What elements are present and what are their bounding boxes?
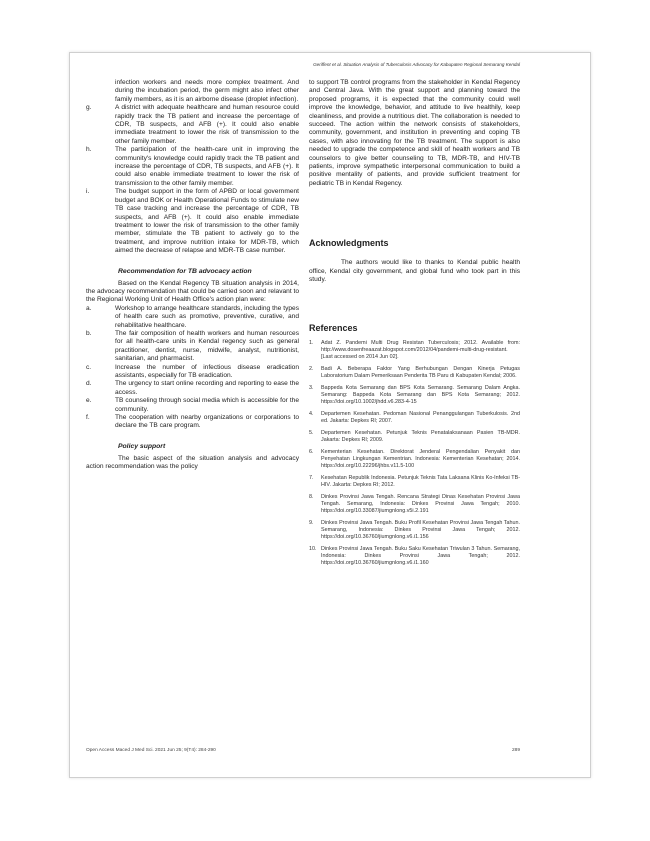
reference-number: 9.	[309, 519, 314, 526]
reference-number: 10.	[309, 545, 317, 552]
footer-journal: Open Access Maced J Med Sci. 2021 Jun 25; 9(T4): 284-290	[86, 748, 216, 753]
list-item-text: TB counseling through social media which is accessible for the community.	[115, 397, 299, 413]
list-item-text: The cooperation with nearby organizations or corporations to declare the TB care program.	[115, 414, 299, 430]
acknowledgments-text: The authors would like to thanks to Kendal public health office, Kendal city government, and global fund who took part in this study.	[309, 259, 520, 284]
reference-text: Adat Z. Pandemi Multi Drug Resistan Tuberculosis; 2012. Available from: http://www.dosenfreaazat.blogspot.com/2012/04/pandemi-multi-drug-resistant. [Last accessed on 2014 Jun 02].	[321, 339, 520, 360]
reference-text: Dinkes Provinsi Jawa Tengah. Buku Profil Kesehatan Provinsi Jawa Tengah Tahun. Semarang, Indonesia: Dinkes Provinsi Jawa Tengah; 2012. https://doi.org/10.36760/jiumgnlong.v6.i1.156	[321, 519, 520, 540]
reference-item	[309, 411, 520, 425]
list-marker: b.	[86, 329, 92, 337]
list-item-text: A district with adequate healthcare and human resource could rapidly track the TB patient and increase the percentage of CDR, TB suspects, and AFB (+). It could also enable immediate treatment to lower the risk of transmission to the other family member.	[115, 104, 299, 145]
reference-number: 2.	[309, 365, 314, 372]
references-list	[309, 340, 520, 567]
list-item-text: Increase the number of infectious disease eradication assistants, especially for TB eradication.	[115, 363, 299, 379]
recommendation-list-1	[86, 104, 299, 255]
continued-item-text: infection workers and needs more complex treatment. And during the incubation period, the germ might also infect other family members, as it is an airborne disease (droplet infection).	[115, 79, 299, 103]
footer-page-number: 289	[511, 748, 520, 753]
list-marker: a.	[86, 304, 92, 312]
list-marker: d.	[86, 380, 92, 388]
reference-item	[309, 385, 520, 406]
reference-text: Dinkes Provinsi Jawa Tengah. Rencana Strategi Dinas Kesehatan Provinsi Jawa Tengah. Semarang, Indonesia: Dinkes Provinsi Jawa Tengah; 2010. https://doi.org/10.33087/jiumgnlong.v5i.2.191	[321, 493, 520, 514]
policy-paragraph: The basic aspect of the situation analysis and advocacy action recommendation was the policy	[86, 454, 299, 471]
list-marker: g.	[86, 104, 92, 112]
heading-policy: Policy support	[118, 442, 166, 450]
list-marker: h.	[86, 146, 92, 154]
reference-text: Bappeda Kota Semarang dan BPS Kota Semarang. Semarang Dalam Angka. Semarang: Bappeda Kota Semarang dan BPS Kota Semarang; 2012. https://doi.org/10.1002/jhdd.v6.283-4-15	[321, 384, 520, 405]
reference-item	[309, 340, 520, 361]
reference-item	[309, 430, 520, 444]
reference-number: 6.	[309, 448, 314, 455]
reference-item	[309, 449, 520, 470]
list-item	[86, 414, 299, 431]
right-column	[309, 79, 520, 572]
reference-text: Dinkes Provinsi Jawa Tengah. Buku Saku Kesehatan Triwulan 3 Tahun. Semarang, Indonesia: Dinkes Provinsi Jawa Tengah; 2012. https://doi.org/10.36760/jiumgnlong.v6.i1.160	[321, 545, 520, 566]
list-item-text: The urgency to start online recording and reporting to ease the access.	[115, 380, 299, 396]
list-marker: i.	[86, 188, 90, 196]
list-item	[86, 188, 299, 255]
list-item	[86, 330, 299, 364]
reference-item	[309, 546, 520, 567]
list-marker: c.	[86, 363, 92, 371]
list-item	[86, 146, 299, 188]
list-item	[86, 380, 299, 397]
list-item-text: Workshop to arrange healthcare standards, including the types of health care such as promotive, preventive, curative, and rehabilitative healthcare.	[115, 304, 299, 329]
list-item-text: The budget support in the form of APBD or local government budget and BOK or Health Operational Funds to stimulate new TB case tracking and increase the percentage of CDR, TB suspects, and AFB (+). It could also enable immediate treatment to lower the risk of transmission to the other family member, stimulate the TB patient to actively go to the treatment, and improve nutrition intake for MDR-TB, which aimed the decrease of relapse and MDR-TB case number.	[115, 188, 299, 255]
reference-item	[309, 366, 520, 380]
reference-number: 4.	[309, 410, 314, 417]
reference-number: 3.	[309, 384, 314, 391]
policy-continued-paragraph: to support TB control programs from the stakeholder in Kendal Regency and Central Java. With the great support and planning toward the proposed programs, it is expected that the community could well improve the knowledge, behavior, and attitude to live healthily, keep cleanliness, and provide a nutritious diet. The collaboration is needed to succeed. The action within the network consists of stakeholders, community, government, and institution in preventing and coping TB cases, with also innovating for the TB treatment. The support is also needed to upgrade the competence and skill of health workers and TB counselors to give better counseling to TB, MDR-TB, and HIV-TB patients, improve sympathetic interpersonal communication to build a positive mentality of patients, and provide sufficient treatment for pediatric TB in Kendal Regency.	[309, 79, 520, 187]
running-head: Geriffent et al. Situation Analysis of Tuberculosis Advocacy for Kabupaten Regional Semarang Kendal	[313, 62, 520, 67]
reference-item	[309, 475, 520, 489]
list-item	[86, 305, 299, 330]
advocacy-paragraph: Based on the Kendal Regency TB situation analysis in 2014, the advocacy recommendation that could be carried soon and relavant to the Regional Working Unit of Health Office's action plan were:	[86, 279, 299, 304]
reference-number: 1.	[309, 339, 314, 346]
reference-text: Kementerian Kesehatan. Direktorat Jenderal Pengendalian Penyakit dan Penyehatan Lingkungan Kementrian. Indonesia: Kementerian Kesehatan; 2014. https://doi.org/10.22296/jhbs.v11.5-100	[321, 448, 520, 469]
reference-number: 5.	[309, 429, 314, 436]
references-heading: References	[309, 322, 358, 333]
reference-item	[309, 494, 520, 515]
advocacy-list	[86, 305, 299, 431]
reference-number: 7.	[309, 474, 314, 481]
list-item-text: The fair composition of health workers and human resources for all health-care units in Kendal regency such as general practitioner, dentist, nurse, midwife, analyst, nutritionist, sanitarian, and pharmacist.	[115, 329, 299, 363]
list-item	[86, 364, 299, 381]
reference-text: Badi A. Beberapa Faktor Yang Berhubungan Dengan Kinerja Petugas Laboratorium Dalam Pemeriksaan Penderita TB Paru di Kabupaten Kendal; 2006.	[321, 365, 520, 379]
reference-text: Departemen Kesehatan. Pedoman Nasional Penanggulangan Tuberkulosis. 2nd ed. Jakarta: Depkes RI; 2007.	[321, 410, 520, 424]
list-item-text: The participation of the health-care unit in improving the community's knowledge could rapidly track the TB patient and increase the percentage of CDR, TB suspects, and AFB (+). It could also enable immediate treatment to lower the risk of transmission to the other family member.	[115, 146, 299, 187]
list-marker: e.	[86, 397, 92, 405]
reference-number: 8.	[309, 493, 314, 500]
reference-item	[309, 520, 520, 541]
list-item	[86, 104, 299, 146]
list-item	[86, 397, 299, 414]
heading-advocacy: Recommendation for TB advocacy action	[118, 267, 252, 275]
list-marker: f.	[86, 414, 90, 422]
reference-text: Departemen Kesehatan. Petunjuk Teknis Penatalaksanaan Pasien TB-MDR. Jakarta: Depkes RI; 2009.	[321, 429, 520, 443]
left-column	[86, 79, 299, 472]
acknowledgments-heading: Acknowledgments	[309, 238, 389, 249]
reference-text: Kesehatan Republik Indonesia. Petunjuk Teknis Tata Laksana Klinis Ko-Infeksi TB-HIV. Jakarta: Depkes RI; 2012.	[321, 474, 520, 488]
